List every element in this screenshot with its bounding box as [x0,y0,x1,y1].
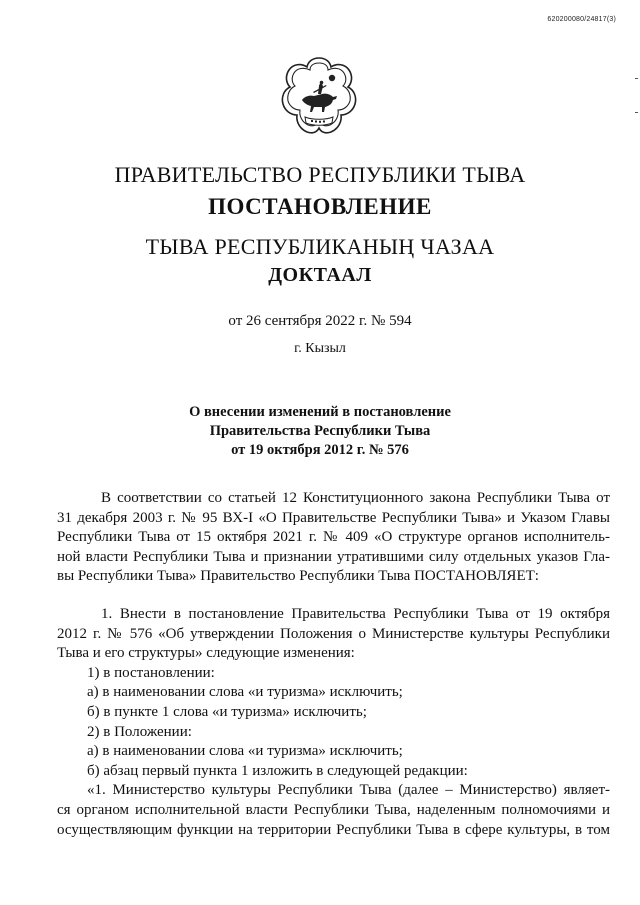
preamble-paragraph [57,489,610,587]
subject-line: от 19 октября 2012 г. № 576 [231,442,409,458]
text-line: ся органом исполнительной власти Республики Тыва, наделенным полномочиями и [57,801,610,818]
list-item: а) в наименовании слова «и туризма» исключить; [87,684,403,701]
government-title: ПРАВИТЕЛЬСТВО РЕСПУБЛИКИ ТЫВА [114,162,526,187]
scan-edge-mark [635,78,638,79]
text-line: осуществляющим функции на территории Республики Тыва в сфере культуры, в том [57,821,610,838]
list-item: 1) в постановлении: [87,664,215,681]
list-item: б) абзац первый пункта 1 изложить в следующей редакции: [87,762,468,779]
tuva-coat-of-arms-icon [274,52,364,142]
document-id: 620200080/24817(3) [547,16,616,23]
text-line: Республики Тыва от 15 октября 2021 г. № 409 «О структуре органов исполнитель- [57,529,610,546]
subject-line: Правительства Республики Тыва [209,423,431,439]
text-line: вы Республики Тыва» Правительство Республики Тыва ПОСТАНОВЛЯЕТ: [57,568,539,585]
point-1-paragraph [57,605,610,664]
decree-city: г. Кызыл [294,341,346,356]
government-title-tuvan: ТЫВА РЕСПУБЛИКАНЫҢ ЧАЗАА [145,234,495,259]
decree-subject [0,403,640,460]
scan-edge-mark [635,112,638,113]
list-item: 2) в Положении: [87,723,192,740]
quoted-paragraph [57,781,610,840]
text-line: ной власти Республики Тыва и признании утратившими силу отдельных указов Гла- [57,548,610,565]
decree-title: ПОСТАНОВЛЕНИЕ [208,194,432,219]
text-line: В соответствии со статьей 12 Конституционного закона Республики Тыва от [101,490,610,506]
list-item: б) в пункте 1 слова «и туризма» исключить; [87,703,367,720]
text-line: 31 декабря 2003 г. № 95 ВХ-I «О Правительстве Республики Тыва» и Указом Главы [57,509,610,526]
list-item: а) в наименовании слова «и туризма» исключить; [87,743,403,760]
decree-body [57,489,610,840]
decree-date-number: от 26 сентября 2022 г. № 594 [228,313,412,329]
amendment-items [57,664,610,782]
text-line: 1. Внести в постановление Правительства Республики Тыва от 19 октября [101,605,610,622]
decree-title-tuvan: ДОКТААЛ [268,264,372,286]
text-line: 2012 г. № 576 «Об утверждении Положения о Министерстве культуры Республики [57,625,610,642]
text-line: «1. Министерство культуры Республики Тыва (далее – Министерство) являет- [87,782,610,799]
subject-line: О внесении изменений в постановление [189,404,451,420]
text-line: Тыва и его структуры» следующие изменения: [57,645,355,662]
